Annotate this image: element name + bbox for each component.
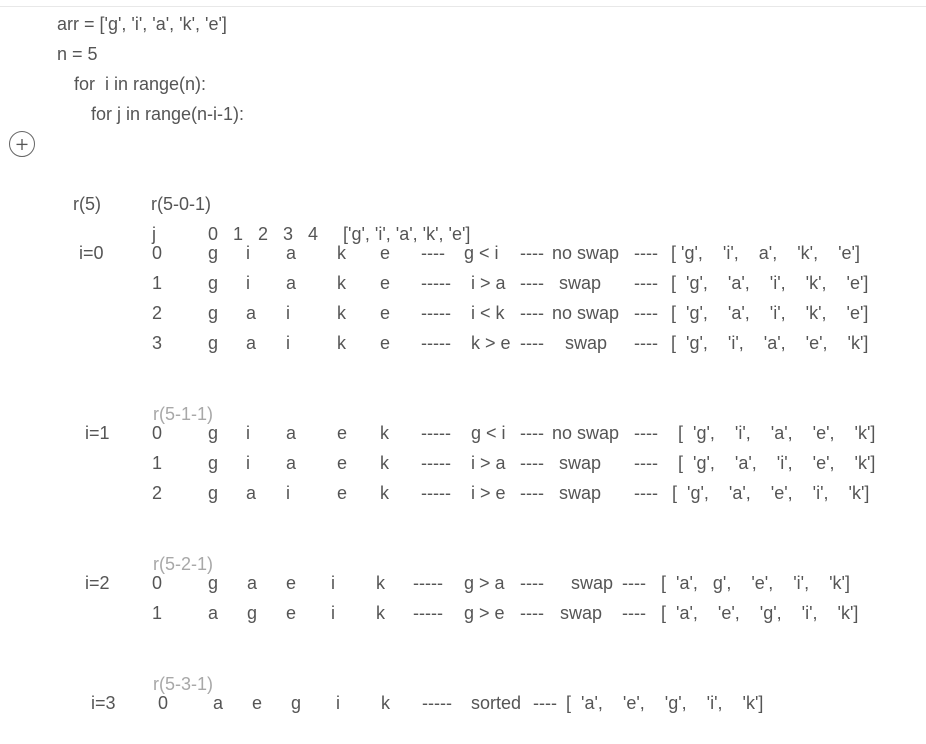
result-array: [ 'g', 'a', 'e', 'i', 'k'] bbox=[672, 483, 870, 503]
array-cell: e bbox=[337, 483, 348, 503]
comparison: g < i bbox=[471, 423, 506, 443]
comparison: i > e bbox=[471, 483, 506, 503]
array-cell: k bbox=[380, 483, 389, 503]
comparison: i > a bbox=[471, 453, 506, 473]
range-label-i3: r(5-3-1) bbox=[153, 674, 214, 694]
result-array: [ 'g', 'i', 'a', 'e', 'k'] bbox=[678, 423, 876, 443]
iteration-label-i3: i=3 bbox=[91, 693, 116, 713]
plus-circle-icon bbox=[10, 132, 36, 158]
array-cell: g bbox=[291, 693, 302, 713]
separator: ---- bbox=[634, 273, 658, 293]
array-cell: k bbox=[380, 423, 389, 443]
separator: ---- bbox=[421, 243, 445, 263]
array-cell: a bbox=[246, 303, 257, 323]
separator: ---- bbox=[520, 333, 544, 353]
code-line-inner-loop: for j in range(n-i-1): bbox=[91, 104, 245, 124]
action-label: swap bbox=[559, 483, 602, 503]
array-cell: i bbox=[286, 483, 290, 503]
result-array: [ 'a', 'e', 'g', 'i', 'k'] bbox=[661, 603, 859, 623]
separator: ----- bbox=[422, 693, 452, 713]
action-label: swap bbox=[565, 333, 608, 353]
action-label: swap bbox=[560, 603, 603, 623]
separator: ---- bbox=[520, 303, 544, 323]
header-indices: 0 1 2 3 4 bbox=[208, 224, 319, 244]
code-line-arr: arr = ['g', 'i', 'a', 'k', 'e'] bbox=[57, 14, 227, 34]
action-label: swap bbox=[571, 573, 614, 593]
action-label: no swap bbox=[552, 423, 620, 443]
array-cell: i bbox=[246, 273, 250, 293]
row-j: 0 bbox=[158, 693, 169, 713]
array-cell: a bbox=[246, 483, 257, 503]
action-label: no swap bbox=[552, 303, 620, 323]
array-cell: g bbox=[247, 603, 258, 623]
array-cell: g bbox=[208, 303, 219, 323]
separator: ---- bbox=[634, 423, 658, 443]
array-cell: i bbox=[286, 333, 290, 353]
array-cell: a bbox=[247, 573, 258, 593]
array-cell: k bbox=[381, 693, 390, 713]
separator: ----- bbox=[421, 483, 451, 503]
result-array: [ 'g', 'a', 'i', 'e', 'k'] bbox=[678, 453, 876, 473]
array-cell: k bbox=[380, 453, 389, 473]
separator: ---- bbox=[520, 453, 544, 473]
separator: ---- bbox=[520, 483, 544, 503]
comparison: g > e bbox=[464, 603, 505, 623]
range-label-i2: r(5-2-1) bbox=[153, 554, 214, 574]
separator: ---- bbox=[520, 603, 544, 623]
separator: ---- bbox=[634, 453, 658, 473]
iteration-label-i1: i=1 bbox=[85, 423, 110, 443]
array-cell: a bbox=[286, 423, 297, 443]
result-array: [ 'a', g', 'e', 'i', 'k'] bbox=[661, 573, 850, 593]
separator: ---- bbox=[634, 243, 658, 263]
action-label: no swap bbox=[552, 243, 620, 263]
result-array: [ 'g', 'i', a', 'k', 'e'] bbox=[671, 243, 860, 263]
array-cell: g bbox=[208, 423, 219, 443]
row-j: 2 bbox=[152, 483, 163, 503]
separator: ----- bbox=[413, 603, 443, 623]
array-cell: a bbox=[208, 603, 219, 623]
range-label-n: r(5) bbox=[73, 194, 101, 214]
separator: ---- bbox=[634, 303, 658, 323]
array-cell: a bbox=[286, 453, 297, 473]
separator: ---- bbox=[622, 603, 646, 623]
array-cell: e bbox=[252, 693, 263, 713]
code-line-outer-loop: for i in range(n): bbox=[74, 74, 207, 94]
array-cell: e bbox=[286, 603, 297, 623]
array-cell: e bbox=[380, 333, 391, 353]
array-cell: k bbox=[337, 243, 346, 263]
row-j: 0 bbox=[152, 243, 163, 263]
separator: ----- bbox=[421, 273, 451, 293]
array-cell: i bbox=[286, 303, 290, 323]
separator: ---- bbox=[622, 573, 646, 593]
action-label: swap bbox=[559, 453, 602, 473]
row-j: 1 bbox=[152, 453, 163, 473]
separator: ---- bbox=[634, 333, 658, 353]
separator: ----- bbox=[421, 303, 451, 323]
iteration-label-i0: i=0 bbox=[79, 243, 104, 263]
array-cell: a bbox=[286, 243, 297, 263]
array-cell: g bbox=[208, 333, 219, 353]
separator: ---- bbox=[634, 483, 658, 503]
header-array: ['g', 'i', 'a', 'k', 'e'] bbox=[343, 224, 471, 244]
array-cell: i bbox=[246, 453, 250, 473]
result-array: [ 'g', 'i', 'a', 'e', 'k'] bbox=[671, 333, 869, 353]
array-cell: g bbox=[208, 573, 219, 593]
array-cell: k bbox=[337, 333, 346, 353]
array-cell: i bbox=[246, 243, 250, 263]
code-line-n: n = 5 bbox=[57, 44, 98, 64]
comparison: i < k bbox=[471, 303, 505, 323]
separator: ----- bbox=[413, 573, 443, 593]
array-cell: a bbox=[246, 333, 257, 353]
array-cell: e bbox=[286, 573, 297, 593]
comparison: i > a bbox=[471, 273, 506, 293]
comparison: g > a bbox=[464, 573, 505, 593]
row-j: 0 bbox=[152, 423, 163, 443]
array-cell: i bbox=[336, 693, 340, 713]
header-j: j bbox=[152, 224, 156, 244]
array-cell: k bbox=[337, 303, 346, 323]
result-array: [ 'g', 'a', 'i', 'k', 'e'] bbox=[671, 273, 869, 293]
array-cell: g bbox=[208, 273, 219, 293]
action-label: sorted bbox=[471, 693, 522, 713]
separator: ---- bbox=[520, 423, 544, 443]
separator: ---- bbox=[520, 273, 544, 293]
array-cell: a bbox=[286, 273, 297, 293]
array-cell: e bbox=[380, 303, 391, 323]
array-cell: k bbox=[376, 603, 385, 623]
result-array: [ 'g', 'a', 'i', 'k', 'e'] bbox=[671, 303, 869, 323]
row-j: 0 bbox=[152, 573, 163, 593]
separator: ----- bbox=[421, 453, 451, 473]
row-j: 1 bbox=[152, 603, 163, 623]
separator: ---- bbox=[520, 573, 544, 593]
comparison: g < i bbox=[464, 243, 499, 263]
range-label-i1: r(5-1-1) bbox=[153, 404, 214, 424]
array-cell: i bbox=[246, 423, 250, 443]
array-cell: k bbox=[376, 573, 385, 593]
array-cell: e bbox=[337, 423, 348, 443]
array-cell: i bbox=[331, 603, 335, 623]
result-array: [ 'a', 'e', 'g', 'i', 'k'] bbox=[566, 693, 764, 713]
row-j: 3 bbox=[152, 333, 163, 353]
array-cell: g bbox=[208, 243, 219, 263]
separator: ---- bbox=[533, 693, 557, 713]
array-cell: g bbox=[208, 483, 219, 503]
array-cell: g bbox=[208, 453, 219, 473]
array-cell: e bbox=[380, 243, 391, 263]
array-cell: k bbox=[337, 273, 346, 293]
top-divider bbox=[0, 6, 926, 7]
separator: ----- bbox=[421, 333, 451, 353]
row-j: 2 bbox=[152, 303, 163, 323]
row-j: 1 bbox=[152, 273, 163, 293]
array-cell: a bbox=[213, 693, 224, 713]
array-cell: e bbox=[380, 273, 391, 293]
add-block-button[interactable] bbox=[9, 131, 35, 157]
action-label: swap bbox=[559, 273, 602, 293]
separator: ---- bbox=[520, 243, 544, 263]
comparison: k > e bbox=[471, 333, 511, 353]
separator: ----- bbox=[421, 423, 451, 443]
range-label-i0: r(5-0-1) bbox=[151, 194, 212, 214]
array-cell: i bbox=[331, 573, 335, 593]
iteration-label-i2: i=2 bbox=[85, 573, 110, 593]
array-cell: e bbox=[337, 453, 348, 473]
